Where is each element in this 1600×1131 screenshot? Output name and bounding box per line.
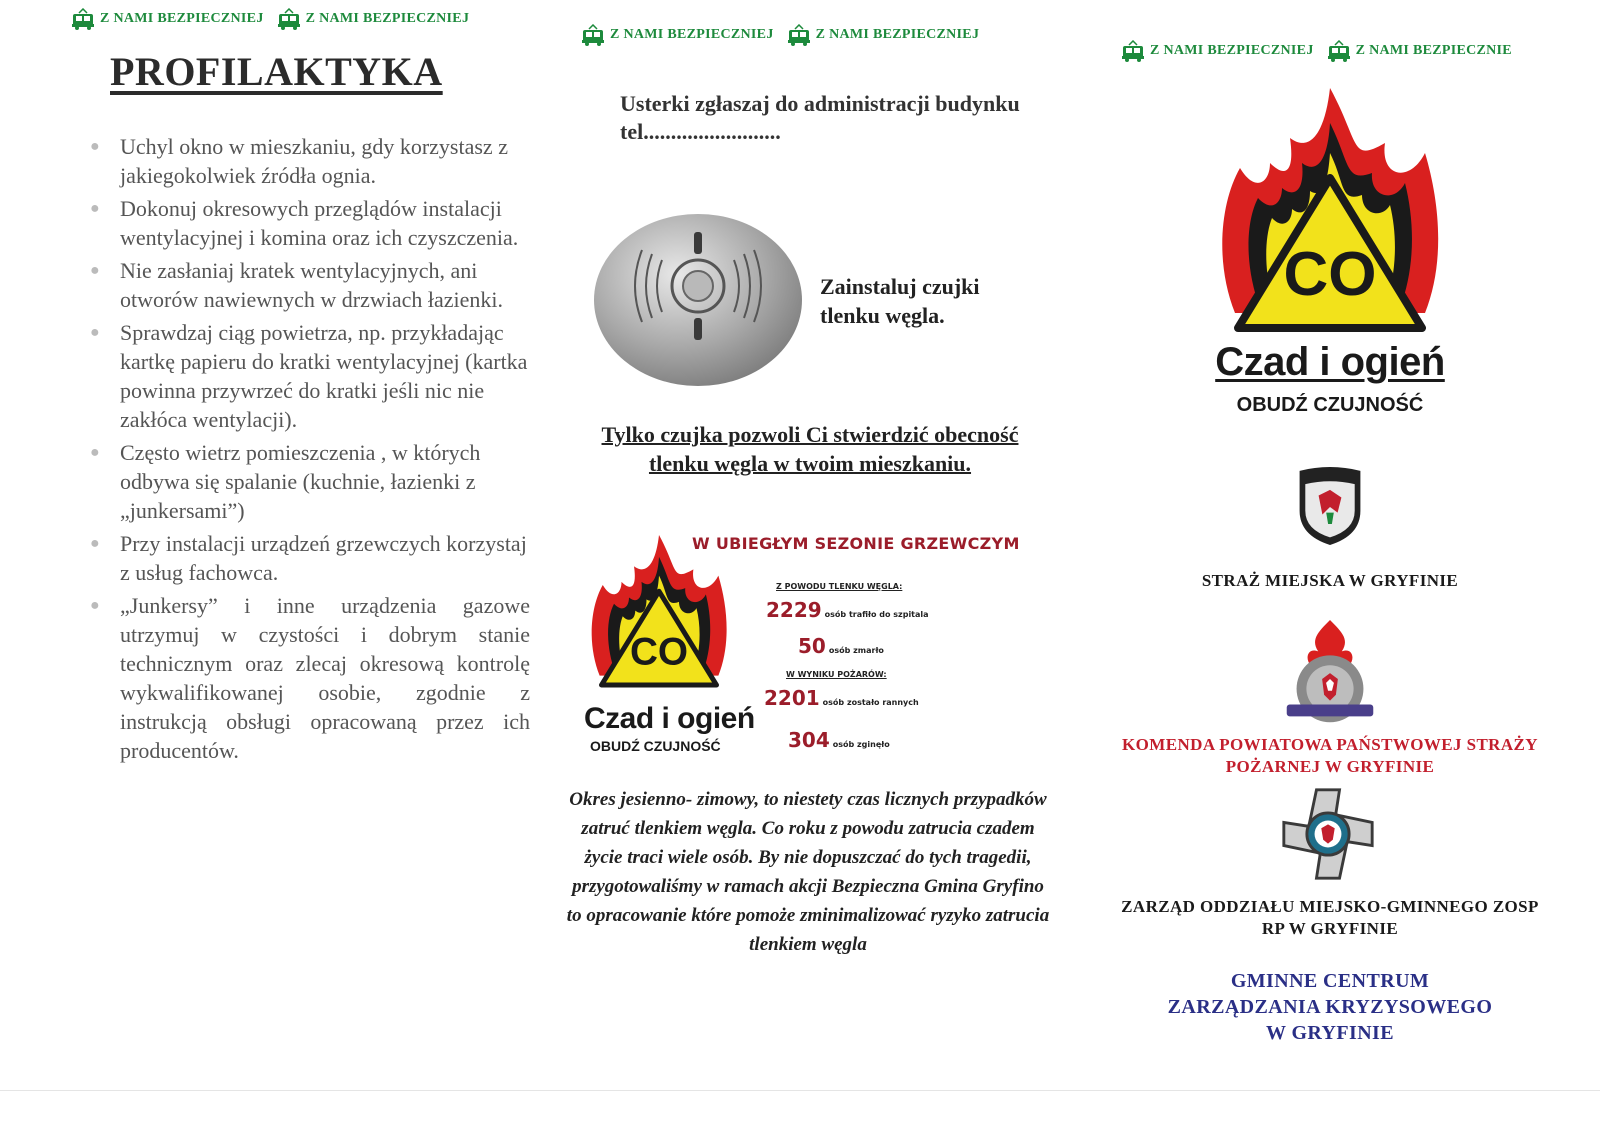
- volunteer-fire-cross-icon: [1280, 786, 1376, 882]
- list-item: [90, 438, 530, 525]
- org-fire-service: [1080, 734, 1580, 778]
- co-logo-text: CO: [1283, 240, 1377, 309]
- org-line: RP W GRYFINIE: [1261, 919, 1399, 938]
- slogan-bar: [580, 24, 987, 46]
- slogan-text: Z NAMI BEZPIECZNIEJ: [100, 11, 264, 26]
- org-line: W GRYFINIE: [1266, 1022, 1394, 1044]
- fire-truck-icon: [1120, 40, 1146, 62]
- bullet-icon: ●: [90, 444, 100, 461]
- detector-note: Tylko czujka pozwoli Ci stwierdzić obecność tlenku węgla w twoim mieszkaniu.: [601, 422, 1019, 476]
- bullet-icon: ●: [90, 324, 100, 341]
- tip-text: Przy instalacji urządzeń grzewczych korzystaj z usług fachowca.: [120, 531, 527, 585]
- stat-row: [788, 728, 890, 752]
- bullet-icon: ●: [90, 597, 100, 614]
- bullet-icon: ●: [90, 200, 100, 217]
- bullet-icon: ●: [90, 262, 100, 279]
- org-line: POŻARNEJ W GRYFINIE: [1225, 757, 1435, 776]
- stat-number: 50: [798, 634, 826, 658]
- campaign-name-text: Czad i ogień: [1215, 340, 1445, 384]
- org-line: GMINNE CENTRUM: [1230, 970, 1430, 992]
- bullet-icon: ●: [90, 535, 100, 552]
- slogan-bar: [1120, 40, 1520, 62]
- slogan-text: Z NAMI BEZPIECZNIE: [1355, 43, 1512, 58]
- campaign-name: Czad i ogień: [584, 702, 755, 735]
- slogan-text: Z NAMI BEZPIECZNIEJ: [815, 27, 980, 42]
- prevention-list: [90, 132, 530, 769]
- tip-text: Uchyl okno w mieszkaniu, gdy korzystasz z jakiegokolwiek źródła ognia.: [120, 134, 508, 188]
- slogan-text: Z NAMI BEZPIECZNIEJ: [610, 27, 774, 42]
- stat-number: 304: [788, 728, 830, 752]
- co-flame-logo-icon: [584, 530, 734, 690]
- tip-text: Dokonuj okresowych przeglądów instalacji wentylacyjnej i komina oraz ich czyszczenia.: [120, 196, 519, 250]
- tip-text: „Junkersy” i inne urządzenia gazowe utrzymuj w czystości i dobrym stanie technicznym oraz zlecaj okresową kontrolę wykwalifikowanej osobie, zgodnie z instrukcją obsługi opracowaną przez ich producentów.: [120, 593, 530, 763]
- divider: [0, 1090, 1600, 1091]
- season-info-text: Okres jesienno- zimowy, to niestety czas licznych przypadków zatruć tlenkiem węgla. Co roku z powodu zatrucia czadem życie traci wiele osób. By nie dopuszczać do tych tragedii, przygotowaliśmy w ramach akcji Bezpieczna Gmina Gryfino to opracowanie które pomoże zminimalizować ryzyko zatrucia tlenkiem węgla: [566, 789, 1050, 955]
- report-faults-text: Usterki zgłaszaj do administracji budynku tel.........................: [620, 91, 1020, 144]
- stat-number: 2229: [766, 598, 822, 622]
- list-item: [90, 194, 530, 252]
- stat-label: osób zmarło: [828, 646, 884, 655]
- stat-row: [764, 686, 919, 710]
- org-volunteer-fire: [1080, 896, 1580, 940]
- org-line: ZARZĄDZANIA KRYZYSOWEGO: [1167, 996, 1493, 1018]
- fire-truck-icon: [786, 24, 812, 46]
- smoke-detector-icon: [592, 210, 804, 390]
- stat-row: [798, 634, 884, 658]
- org-line: ZARZĄD ODDZIAŁU MIEJSKO-GMINNEGO ZOSP: [1121, 897, 1539, 916]
- middle-panel: [566, 0, 1050, 1131]
- co-flame-logo-icon: [1210, 78, 1450, 338]
- fire-truck-icon: [1326, 40, 1352, 62]
- co-logo-text: CO: [629, 630, 689, 674]
- list-item: [90, 132, 530, 190]
- page-title: PROFILAKTYKA: [110, 49, 443, 94]
- slogan-text: Z NAMI BEZPIECZNIEJ: [1150, 43, 1314, 58]
- right-panel: [1080, 0, 1580, 1131]
- slogan-bar: [70, 8, 477, 30]
- org-crisis-center: [1080, 968, 1580, 1046]
- fire-service-emblem-icon: [1280, 618, 1380, 736]
- tip-text: Sprawdzaj ciąg powietrza, np. przykładając kartkę papieru do kratki wentylacyjnej (kartka powinna przywrzeć do kratki jeśli nic nie zakłóca wentylacji).: [120, 320, 528, 432]
- stat-label: osób zginęło: [832, 740, 890, 749]
- stat-label: osób trafiło do szpitala: [824, 610, 929, 619]
- fire-truck-icon: [580, 24, 606, 46]
- list-item: [90, 256, 530, 314]
- list-item: [90, 591, 530, 765]
- stats-subtitle: Z POWODU TLENKU WĘGLA:: [776, 582, 903, 591]
- list-item: [90, 318, 530, 434]
- campaign-name: [1080, 340, 1580, 385]
- stats-subtitle: W WYNIKU POŻARÓW:: [786, 670, 887, 679]
- left-panel: [70, 0, 530, 1131]
- list-item: [90, 529, 530, 587]
- slogan-text: Z NAMI BEZPIECZNIEJ: [305, 11, 470, 26]
- install-detector-text: Zainstaluj czujki tlenku węgla.: [820, 274, 980, 328]
- stat-label: osób zostało rannych: [822, 698, 919, 707]
- fire-truck-icon: [70, 8, 96, 30]
- stat-row: [766, 598, 929, 622]
- city-guard-emblem-icon: [1292, 462, 1368, 550]
- stats-title: W UBIEGŁYM SEZONIE GRZEWCZYM: [692, 534, 1020, 553]
- tip-text: Nie zasłaniaj kratek wentylacyjnych, ani otworów nawiewnych w drzwiach łazienki.: [120, 258, 504, 312]
- stat-number: 2201: [764, 686, 820, 710]
- org-line: KOMENDA POWIATOWA PAŃSTWOWEJ STRAŻY: [1122, 735, 1538, 754]
- campaign-slogan: OBUDŹ CZUJNOŚĆ: [590, 738, 721, 754]
- campaign-slogan: OBUDŹ CZUJNOŚĆ: [1236, 394, 1424, 416]
- bullet-icon: ●: [90, 138, 100, 155]
- tip-text: Często wietrz pomieszczenia , w których odbywa się spalanie (kuchnie, łazienki z „junkersami”): [120, 440, 481, 523]
- org-city-guard: STRAŻ MIEJSKA W GRYFINIE: [1201, 571, 1459, 590]
- fire-truck-icon: [276, 8, 302, 30]
